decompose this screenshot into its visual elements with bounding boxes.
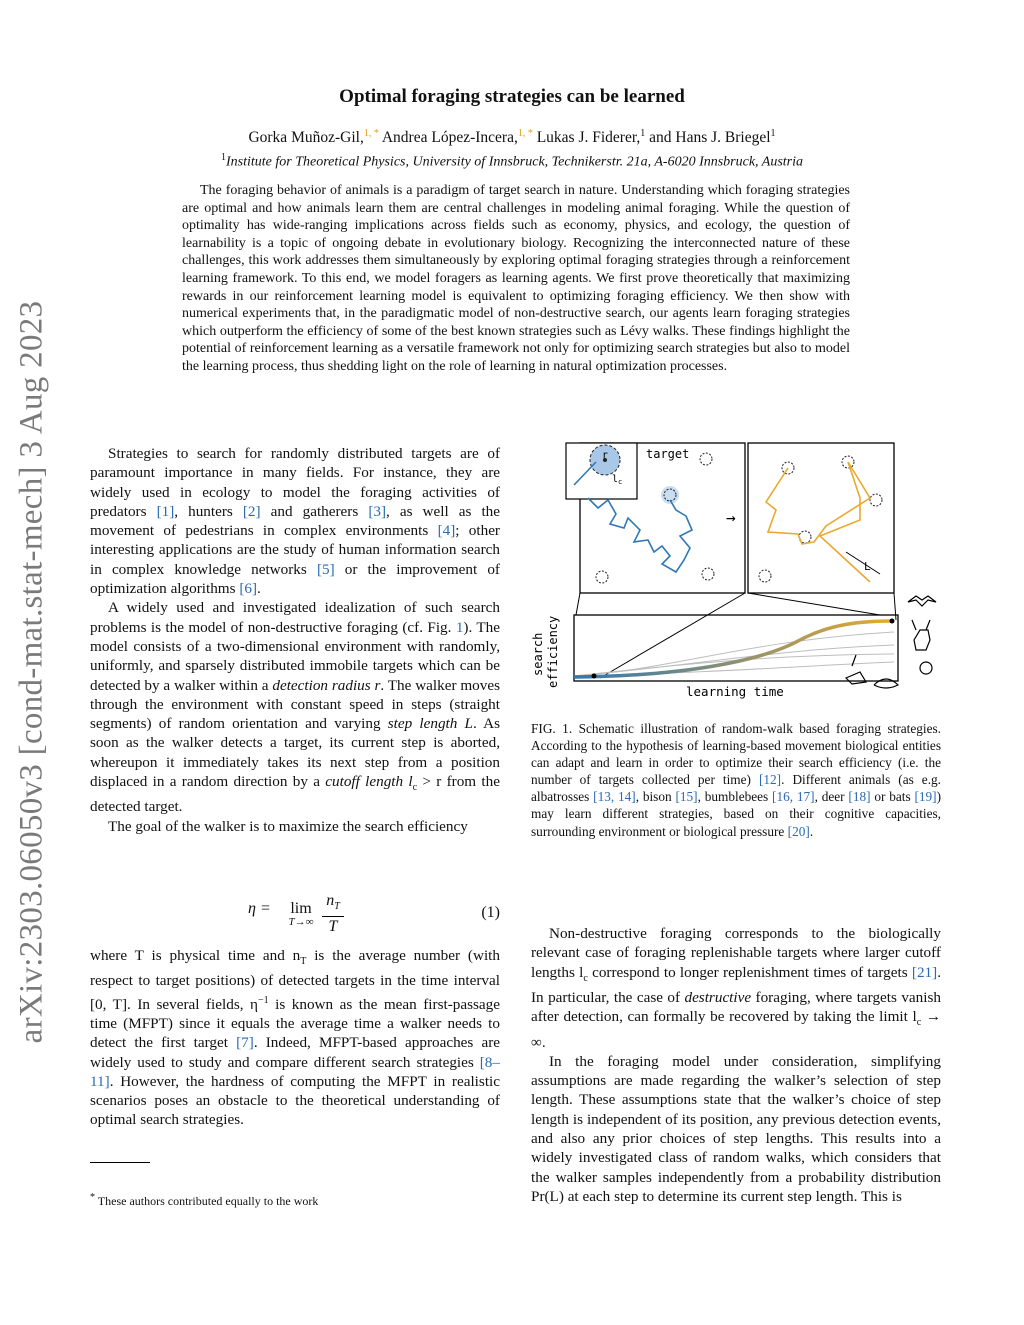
- author-3-marks: 1: [640, 128, 646, 139]
- left-column-top: [90, 444, 500, 836]
- paragraph-goal: The goal of the walker is to maximize the search efficiency: [108, 817, 468, 835]
- deer-icon: [912, 620, 930, 650]
- eq-lim-sub: T→∞: [288, 916, 314, 928]
- curve-marker: [890, 619, 895, 624]
- right-column: [531, 924, 941, 1206]
- step-length-marker: [846, 552, 880, 574]
- x-axis-label: learning time: [686, 684, 784, 699]
- author-3: Lukas J. Fiderer,: [536, 129, 641, 147]
- citation-link[interactable]: [12]: [758, 772, 782, 788]
- curve-marker: [592, 674, 597, 679]
- citation-link[interactable]: [2]: [242, 502, 261, 520]
- brownian-trajectory: [588, 498, 692, 572]
- zoom-line: [576, 593, 580, 615]
- footnote-text: These authors contributed equally to the work: [97, 1194, 319, 1208]
- paragraph-assumptions: In the foraging model under consideration, simplifying assumptions are made regarding the walker’s selection of step length. These assumptions state that the walker’s choice of step length is independent of its position, any previous detection events, and also any prior choices of step lengths. This results into a widely investigated class of random walks, which considers that the walker samples independently from a probability distribution Pr(L) at each step to determine its current step length. This is: [531, 1052, 941, 1205]
- affiliation: [0, 152, 1024, 171]
- citation-link[interactable]: [19]: [914, 789, 937, 805]
- footnote: [90, 1192, 318, 1209]
- paper-title: Optimal foraging strategies can be learned: [339, 86, 685, 107]
- eq-fraction: [322, 892, 344, 937]
- target-marker: [702, 568, 714, 580]
- citation-link[interactable]: [20]: [787, 823, 810, 839]
- eq-numerator-sub: T: [334, 901, 340, 913]
- target-marker: [700, 453, 712, 465]
- citation-link[interactable]: [13, 14]: [593, 789, 636, 805]
- bison-icon: [874, 679, 898, 688]
- bee-icon: [920, 662, 932, 674]
- zoom-line: [894, 593, 896, 620]
- eq-number: (1): [481, 904, 500, 921]
- author-1-marks: 1, *: [363, 128, 379, 139]
- author-4: and Hans J. Briegel: [649, 129, 771, 147]
- citation-link[interactable]: [1]: [156, 502, 175, 520]
- paragraph-mfpt: where T is physical time and $n_T$ is the average number (with respect to target positions) of detected targets in the time interval [0, T]. In several fields, $\eta^{-1}$ is known as the mean first-passage time (MFPT) since it equals the average time a walker needs to detect the first target [7]. Indeed, MFPT-based approaches are widely used to study and compare different search strategies [8–11]. However, the hardness of computing the MFPT in realistic scenarios poses an obstacle to the theoretical understanding of optimal search strategies.: [90, 947, 500, 1129]
- eq-numerator: n: [326, 892, 335, 909]
- footnote-mark: *: [90, 1192, 95, 1203]
- eq-lim: lim: [290, 900, 312, 917]
- grey-curve: [574, 632, 894, 676]
- citation-link[interactable]: [3]: [368, 502, 387, 520]
- y-axis-label-1: search: [531, 632, 545, 676]
- citation-link[interactable]: [8–11]: [90, 1053, 500, 1090]
- target-marker: [596, 571, 608, 583]
- eq-limit: [284, 900, 318, 928]
- zoom-line: [748, 593, 880, 615]
- affiliation-text: Institute for Theoretical Physics, University of Innsbruck, Technikerstr. 21a, A-6020 Innsbruck, Austria: [225, 154, 804, 170]
- citation-link[interactable]: [5]: [316, 560, 335, 578]
- figure-1: [530, 440, 950, 710]
- paragraph-intro: Strategies to search for randomly distributed targets are of paramount importance in many fields. For instance, they are widely used in ecology to model the foraging activities of predators [1], hunters [2] and gatherers [3], as well as the movement of pedestrians in complex environments [4]; other interesting applications are the study of human information search in complex knowledge networks [5] or the improvement of optimization algorithms [6].: [90, 445, 500, 598]
- citation-link[interactable]: [7]: [236, 1034, 254, 1052]
- albatross-icon: [846, 672, 866, 684]
- bat-icon: [908, 596, 936, 606]
- figure-link[interactable]: 1: [455, 618, 464, 636]
- target-label: target: [646, 447, 690, 461]
- levy-trajectory: [766, 462, 870, 582]
- affiliation-mark: 1: [220, 152, 226, 163]
- citation-link[interactable]: [4]: [437, 522, 456, 540]
- r-label: r: [602, 450, 609, 461]
- y-axis-label-2: efficiency: [546, 615, 560, 688]
- equation-1: [90, 892, 500, 936]
- citation-link[interactable]: [15]: [675, 789, 698, 805]
- arrow: →: [726, 508, 736, 527]
- panel-learned-after: [748, 443, 894, 593]
- author-2-marks: 1, *: [517, 128, 533, 139]
- paragraph-nondestructive: Non-destructive foraging corresponds to the biologically relevant case of foraging replenishable targets where larger cutoff lengths $l_c$ correspond to longer replenishment times of targets [21]. In particular, the case of destructive foraging, where targets vanish after detection, can formally be recovered by taking the limit $l_c$ → ∞.: [531, 925, 942, 1051]
- author-1: Gorka Muñoz-Gil,: [248, 129, 364, 147]
- citation-link[interactable]: [21]: [911, 963, 938, 981]
- eq-denominator: T: [328, 918, 338, 936]
- arxiv-identifier: arXiv:2303.06050v3 [cond-mat.stat-mech] 3 Aug 2023: [13, 300, 50, 1044]
- left-column-bottom: [90, 946, 500, 1130]
- author-list: [0, 128, 1024, 147]
- citation-link[interactable]: [16, 17]: [772, 789, 815, 805]
- eq-lhs: η =: [248, 900, 271, 917]
- learning-curve: [574, 621, 894, 677]
- citation-link[interactable]: [6]: [239, 580, 258, 598]
- paragraph-model: A widely used and investigated idealization of such search problems is the model of non-destructive foraging (cf. Fig. 1). The model consists of a two-dimensional environment with randomly, uniformly, and sparsely distributed immobile targets which can be detected by a walker within a detection radius r. The walker moves through the environment with constant speed in steps (straight segments) of random orientation and varying step length L. As soon as the walker detects a target, its current step is aborted, whereupon it immediately takes its next step from a position displaced in a random direction by a cutoff length $l_c > r$ from the detected target.: [90, 599, 500, 816]
- L-label: L: [864, 560, 871, 573]
- target-marker: [870, 494, 882, 506]
- lc-label: $l_c$: [612, 474, 623, 486]
- author-4-marks: 1: [770, 128, 776, 139]
- abstract: The foraging behavior of animals is a paradigm of target search in nature. Understanding which foraging strategies are optimal and how animals learn them are central challenges in modeling animal foraging. While the question of optimality has wide-ranging implications across fields such as economy, physics, and ecology, the question of learnability is a topic of ongoing debate in evolutionary biology. Recognizing the interconnected nature of these challenges, this work addresses them simultaneously by exploring optimal foraging strategies through a reinforcement learning framework. To this end, we model foragers as learning agents. We first prove theoretically that maximizing rewards in our reinforcement learning model is equivalent to optimizing foraging efficiency. We then show with numerical experiments that, in the paradigmatic model of non-destructive search, our agents learn foraging strategies which outperform the efficiency of some of the best known strategies such as Lévy walks. These findings highlight the potential of reinforcement learning as a versatile framework not only for optimizing search strategies but also to model the learning process, thus shedding light on the role of learning in natural optimization processes.: [182, 183, 850, 374]
- citation-link[interactable]: [18]: [848, 789, 871, 805]
- footnote-rule: [90, 1162, 150, 1163]
- figure-caption: FIG. 1. Schematic illustration of random-walk based foraging strategies. According to the hypothesis of learning-based movement biological entities can adapt and learn in order to optimize their search efficiency (i.e. the number of targets collected per time) [12]. Different animals (as e.g. albatrosses [13, 14], bison [15], bumblebees [16, 17], deer [18] or bats [19]) may learn different strategies, based on their cognitive capacities, surrounding environment or biological pressure [20].: [531, 721, 942, 839]
- target-marker: [759, 570, 771, 582]
- author-2: Andrea López-Incera,: [381, 129, 518, 147]
